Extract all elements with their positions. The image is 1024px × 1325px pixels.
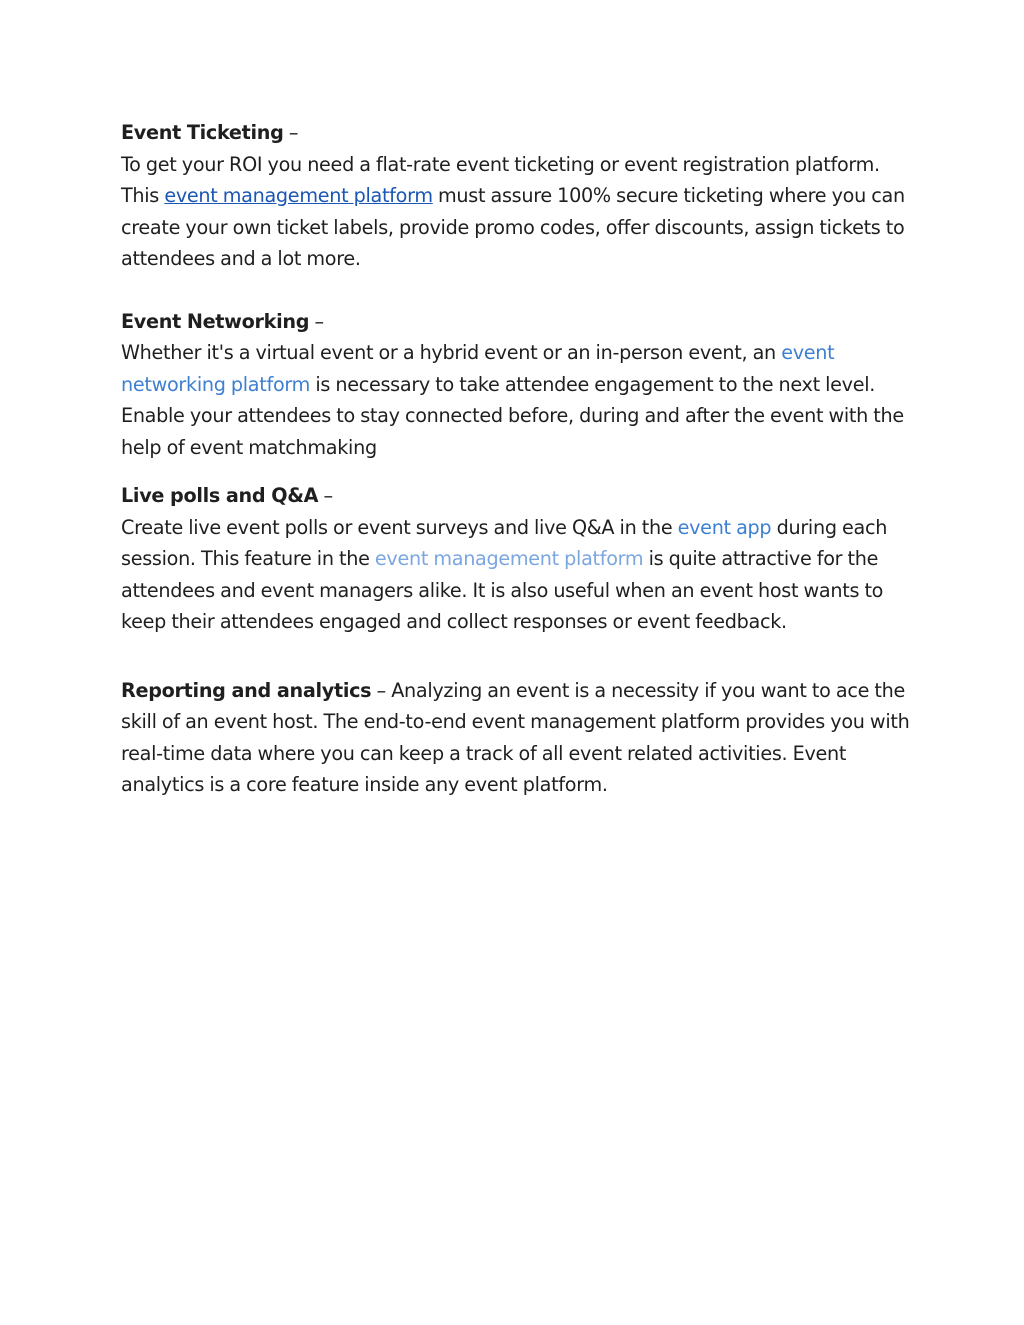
heading-dash: – [318,484,333,507]
section-heading-line [121,306,921,338]
section-body [121,675,921,801]
body-text: during each session. This feature in the [121,515,888,570]
section-body [121,512,921,638]
event-management-platform-link[interactable]: event management platform [164,184,433,207]
section-heading: Event Ticketing [121,121,284,144]
body-text: is necessary to take attendee engagement to the next level. Enable your attendees to stay connected before, during and after the event with the help of event matchmaking [121,372,904,459]
section-heading-line [121,117,921,149]
section-body [121,149,921,275]
body-text: is quite attractive for the attendees and event managers alike. It is also useful when an event host wants to keep their attendees engaged and collect responses or event feedback. [121,547,884,633]
body-text: must assure 100% secure ticketing where you can create your own ticket labels, provide promo codes, offer discounts, assign tickets to attendees and a lot more. [121,184,905,270]
section-event-networking [121,306,921,464]
section-heading: Live polls and Q&A [121,484,319,507]
event-management-platform-link[interactable]: event management platform [374,547,644,570]
section-event-ticketing [121,117,921,275]
body-text: To get your ROI you need a flat-rate event ticketing or event registration platform. This [121,152,880,207]
heading-dash: – [309,309,324,333]
section-body [121,337,921,463]
section-heading: Reporting and analytics [121,678,372,702]
body-text: Create live event polls or event surveys and live Q&A in the [121,515,678,539]
section-live-polls [121,480,921,638]
section-heading: Event Networking [121,309,310,333]
event-app-link[interactable]: event app [677,515,772,539]
heading-dash: – [283,121,299,144]
event-networking-platform-link[interactable]: event networking platform [121,341,835,396]
section-heading-line [121,480,921,512]
document-page [121,117,921,801]
body-text: – Analyzing an event is a necessity if you want to ace the skill of an event host. The end-to-end event management platform provides you with real-time data where you can keep a track of all event related activities. Event analytics is a core feature inside any event platform. [121,678,910,796]
section-reporting-analytics [121,675,921,801]
body-text: Whether it's a virtual event or a hybrid event or an in-person event, an [121,341,782,364]
